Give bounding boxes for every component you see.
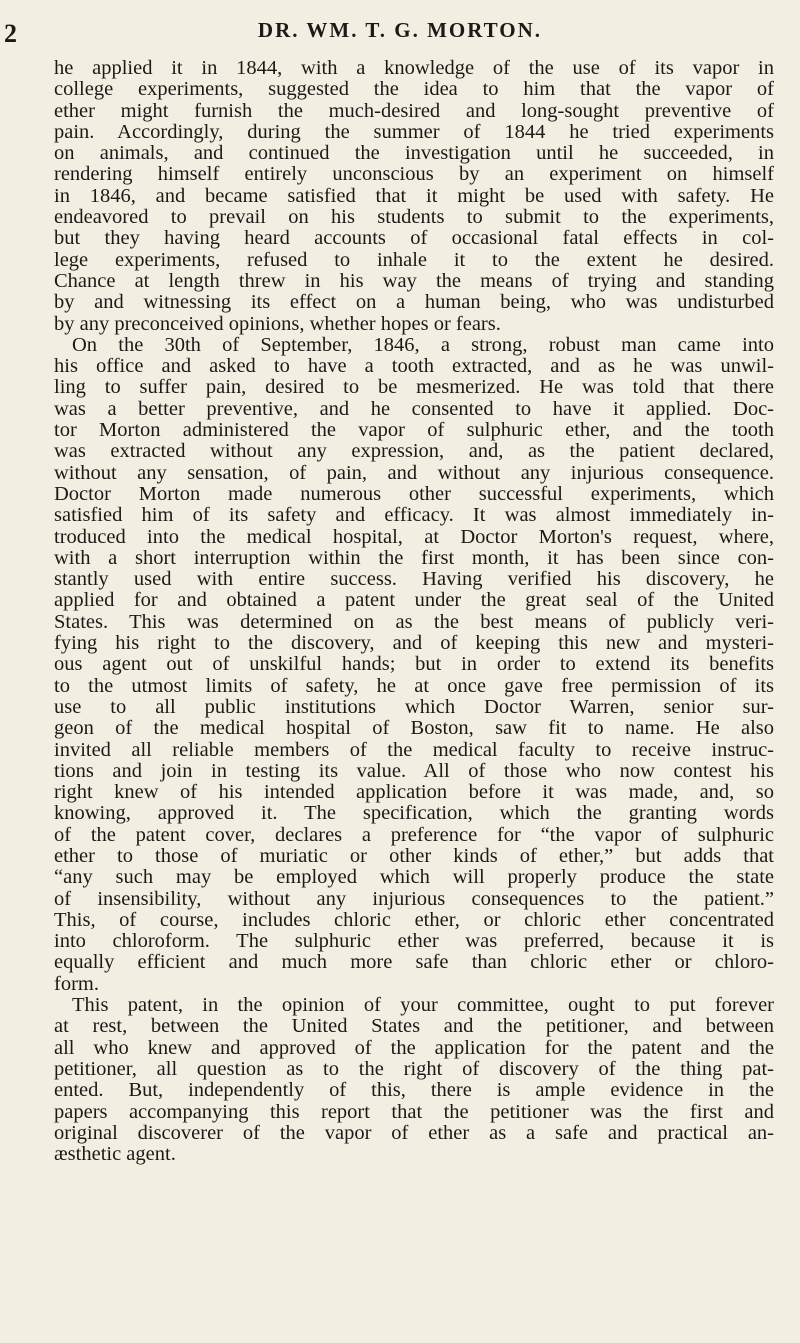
text-line: college experiments, suggested the idea to him that the vapor of (54, 79, 774, 101)
text-line: in 1846, and became satisfied that it might be used with safety. He (54, 185, 774, 207)
text-line: all who knew and approved of the application for the patent and the (54, 1037, 774, 1059)
text-line: rendering himself entirely unconscious by an experiment on himself (54, 164, 774, 186)
text-line: papers accompanying this report that the petitioner was the first and (54, 1101, 774, 1123)
text-line: equally efficient and much more safe than chloric ether or chloro- (54, 952, 774, 974)
text-line: original discoverer of the vapor of ether as a safe and practical an- (54, 1122, 774, 1144)
page-header (0, 2, 800, 48)
text-line: petitioner, all question as to the right of discovery of the thing pat- (54, 1058, 774, 1080)
text-line: knowing, approved it. The specification, which the granting words (54, 803, 774, 825)
text-line: with a short interruption within the first month, it has been since con- (54, 547, 774, 569)
text-line: On the 30th of September, 1846, a strong, robust man came into (72, 334, 774, 356)
text-line: but they having heard accounts of occasional fatal effects in col- (54, 228, 774, 250)
text-line: æsthetic agent. (54, 1144, 176, 1166)
text-line: “any such may be employed which will properly produce the state (54, 867, 774, 889)
text-line: ented. But, independently of this, there is ample evidence in the (54, 1080, 774, 1102)
text-line: ether to those of muriatic or other kinds of ether,” but adds that (54, 845, 774, 867)
text-line: Chance at length threw in his way the means of trying and standing (54, 270, 774, 292)
text-line: tor Morton administered the vapor of sulphuric ether, and the tooth (54, 420, 774, 442)
text-line: by any preconceived opinions, whether hopes or fears. (54, 313, 501, 335)
text-line: troduced into the medical hospital, at Doctor Morton's request, where, (54, 526, 774, 548)
text-line: use to all public institutions which Doctor Warren, senior sur- (54, 696, 774, 718)
page-number: 2 (4, 19, 17, 48)
text-line: tions and join in testing its value. All of those who now contest his (54, 760, 774, 782)
text-line: endeavored to prevail on his students to submit to the experiments, (54, 207, 774, 229)
text-line: his office and asked to have a tooth extracted, and as he was unwil- (54, 356, 774, 378)
text-line: he applied it in 1844, with a knowledge of the use of its vapor in (54, 58, 774, 79)
text-line: ous agent out of unskilful hands; but in order to extend its benefits (54, 654, 774, 676)
text-line: stantly used with entire success. Having verified his discovery, he (54, 569, 774, 591)
text-line: of the patent cover, declares a preference for “the vapor of sulphuric (54, 824, 774, 846)
text-line: States. This was determined on as the best means of publicly veri- (54, 611, 774, 633)
text-line: of insensibility, without any injurious consequences to the patient.” (54, 888, 774, 910)
text-line: invited all reliable members of the medical faculty to receive instruc- (54, 739, 774, 761)
text-line: lege experiments, refused to inhale it to the extent he desired. (54, 249, 774, 271)
text-line: ling to suffer pain, desired to be mesmerized. He was told that there (54, 377, 774, 399)
text-line: pain. Accordingly, during the summer of 1844 he tried experiments (54, 121, 774, 143)
text-line: satisfied him of its safety and efficacy. It was almost immediately in- (54, 505, 774, 527)
text-line: to the utmost limits of safety, he at once gave free permission of its (54, 675, 774, 697)
text-line: form. (54, 973, 99, 995)
text-line: without any sensation, of pain, and without any injurious consequence. (54, 462, 774, 484)
text-line: fying his right to the discovery, and of keeping this new and mysteri- (54, 633, 774, 655)
text-line: on animals, and continued the investigation until he succeeded, in (54, 143, 774, 165)
text-line: at rest, between the United States and the petitioner, and between (54, 1016, 774, 1038)
text-line: Doctor Morton made numerous other successful experiments, which (54, 483, 774, 505)
text-line: right knew of his intended application before it was made, and, so (54, 782, 774, 804)
text-line: was a better preventive, and he consented to have it applied. Doc- (54, 398, 774, 420)
text-line: ether might furnish the much-desired and long-sought preventive of (54, 100, 774, 122)
body-text (54, 58, 774, 1165)
text-line: into chloroform. The sulphuric ether was preferred, because it is (54, 931, 774, 953)
text-line: was extracted without any expression, and, as the patient declared, (54, 441, 774, 463)
text-line: This, of course, includes chloric ether, or chloric ether concentrated (54, 909, 774, 931)
text-line: This patent, in the opinion of your committee, ought to put forever (72, 995, 774, 1017)
text-line: geon of the medical hospital of Boston, saw fit to name. He also (54, 718, 774, 740)
text-line: by and witnessing its effect on a human being, who was undisturbed (54, 292, 774, 314)
running-head: DR. WM. T. G. MORTON. (257, 18, 543, 42)
text-line: applied for and obtained a patent under the great seal of the United (54, 590, 774, 612)
